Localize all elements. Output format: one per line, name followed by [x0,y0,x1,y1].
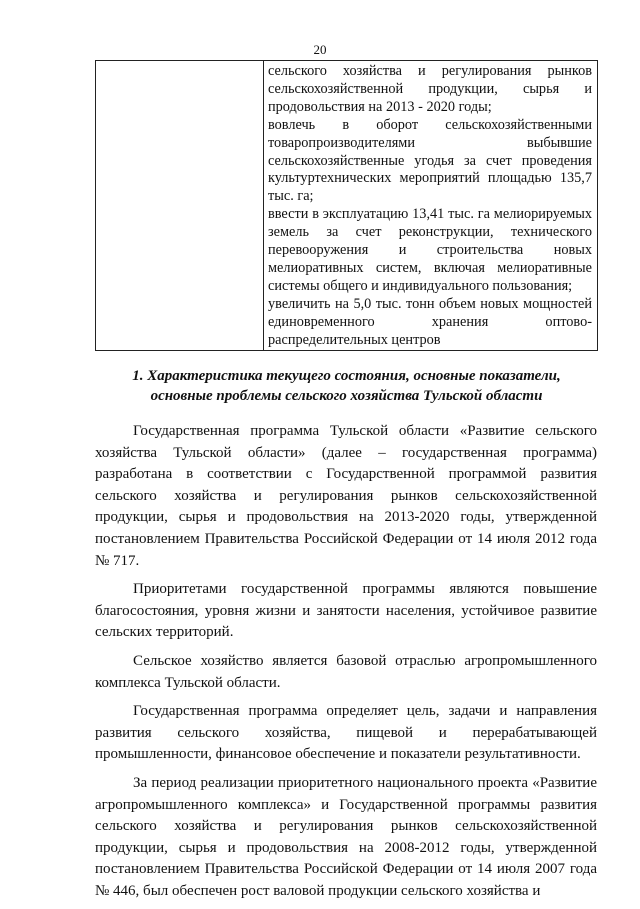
paragraph: Государственная программа Тульской области «Развитие сельского хозяйства Тульской области» (далее – государственная программа) разработана в соответствии с Государственной программой развития сельского хозяйства и регулирования рынков сельскохозяйственной продукции, сырья и продовольствия на 2013-2020 годы, утвержденной постановлением Правительства Российской Федерации от 14 июля 2012 года № 717. [95,423,597,569]
page-number: 20 [313,42,327,57]
table-item: ввести в эксплуатацию 13,41 тыс. га мелиорируемых земель за счет реконструкции, технического перевооружения и строительства новых мелиоративных систем, включая мелиоративные системы общего и индивидуального пользования; [268,206,592,294]
body-text [95,421,597,909]
section-heading-line: основные проблемы сельского хозяйства Тульской области [150,388,543,404]
table-item: вовлечь в оборот сельскохозяйственными товаропроизводителями выбывшие сельскохозяйственные угодья за счет проведения культуртехнических мероприятий площадью 135,7 тыс. га; [268,116,592,205]
paragraph: Приоритетами государственной программы являются повышение благосостояния, уровня жизни и занятости населения, устойчивое развитие сельских территорий. [95,581,597,641]
paragraph: За период реализации приоритетного национального проекта «Развитие агропромышленного комплекса» и Государственной программы развития сельского хозяйства и регулирования рынков сельскохозяйственной продукции, сырья и продовольствия на 2008-2012 годы, утвержденной постановлением Правительства Российской Федерации от 14 июля 2007 года № 446, был обеспечен рост валовой продукции сельского хозяйства и [95,774,597,899]
table-column-divider [263,61,264,350]
paragraph: Государственная программа определяет цель, задачи и направления развития сельского хозяйства, пищевой и перерабатывающей промышленности, финансовое обеспечение и показатели результативности. [95,703,597,763]
paragraph: Сельское хозяйство является базовой отраслью агропромышленного комплекса Тульской области. [95,652,597,691]
section-heading [95,366,598,406]
section-heading-line: 1. Характеристика текущего состояния, основные показатели, [132,368,561,384]
table-cell-targets [268,63,592,350]
table-item: увеличить на 5,0 тыс. тонн объем новых мощностей единовременного хранения оптово-распределительных центров [268,295,592,348]
table-item: сельского хозяйства и регулирования рынков сельскохозяйственной продукции, сырья и продовольствия на 2013 - 2020 годы; [268,63,592,115]
continuation-table [95,60,598,351]
